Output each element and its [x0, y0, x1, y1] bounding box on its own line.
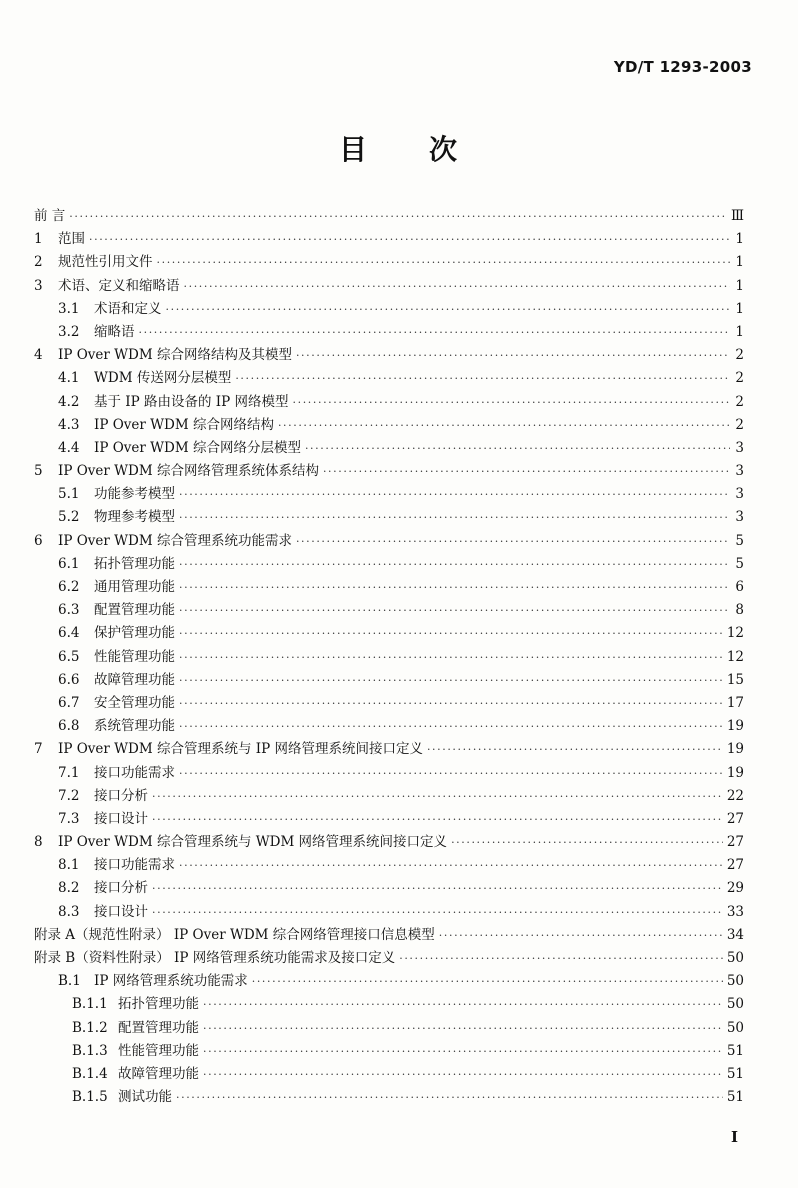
toc-entry-label: WDM 传送网分层模型 — [94, 370, 232, 387]
toc-entry-page: 1 — [735, 254, 744, 271]
toc-entry[interactable] — [34, 622, 744, 645]
toc-entry-number: 6.4 — [58, 625, 80, 642]
toc-leader-dots — [176, 1086, 723, 1109]
toc-entry-page: 33 — [726, 903, 744, 920]
toc-entry-label: IP Over WDM 综合管理系统与 IP 网络管理系统间接口定义 — [58, 741, 423, 758]
toc-entry-number: 4.2 — [58, 393, 80, 410]
toc-entry-number: 5.2 — [58, 509, 80, 526]
toc-entry-number: B.1 — [58, 973, 81, 990]
toc-entry-page: 27 — [726, 810, 744, 827]
toc-entry-label: 拓扑管理功能 — [94, 555, 175, 572]
toc-entry-page: 51 — [726, 1065, 744, 1082]
toc-leader-dots — [203, 993, 723, 1016]
toc-entry-label: 通用管理功能 — [94, 579, 175, 595]
toc-entry-label: 性能管理功能 — [94, 648, 175, 665]
toc-entry-label: 物理参考模型 — [94, 509, 175, 526]
toc-entry-number: 2 — [34, 254, 43, 271]
toc-entry-label: 接口分析 — [94, 787, 148, 804]
toc-leader-dots — [203, 1017, 723, 1040]
toc-leader-dots — [439, 924, 723, 947]
toc-entry[interactable] — [34, 437, 744, 460]
title-char-2: 次 — [429, 133, 460, 166]
toc-entry-number: 6.1 — [58, 555, 80, 572]
toc-entry[interactable] — [34, 785, 744, 808]
toc-entry[interactable] — [34, 506, 744, 529]
toc-entry-page: 5 — [735, 532, 744, 549]
toc-entry-page: 19 — [726, 741, 744, 758]
toc-entry-page: 6 — [735, 579, 744, 595]
toc-leader-dots — [69, 205, 727, 228]
toc-entry-number: 4.4 — [58, 439, 80, 456]
toc-entry-label: 故障管理功能 — [94, 671, 175, 688]
toc-entry-number: B.1.2 — [72, 1019, 108, 1036]
toc-leader-dots — [179, 646, 723, 669]
toc-entry-page: 27 — [726, 834, 744, 851]
toc-leader-dots — [179, 506, 730, 529]
toc-entry[interactable] — [34, 762, 744, 785]
toc-entry-page: 3 — [735, 486, 744, 503]
toc-leader-dots — [427, 738, 723, 761]
toc-leader-dots — [179, 715, 723, 738]
toc-entry-label: IP Over WDM 综合网络结构及其模型 — [58, 347, 292, 364]
toc-entry-number: 8.3 — [58, 903, 80, 920]
toc-leader-dots — [152, 877, 723, 900]
toc-entry[interactable] — [34, 228, 744, 251]
toc-entry-label: 前 言 — [34, 208, 66, 224]
toc-leader-dots — [293, 391, 731, 414]
toc-entry[interactable] — [34, 321, 744, 344]
toc-entry-page: 3 — [735, 509, 744, 526]
toc-entry-label: 术语和定义 — [94, 300, 162, 317]
toc-entry-number: 1 — [34, 231, 43, 248]
toc-entry-label: 缩略语 — [94, 323, 135, 340]
toc-leader-dots — [296, 530, 730, 553]
toc-entry-page: 22 — [726, 787, 744, 804]
toc-leader-dots — [179, 599, 730, 622]
toc-entry-label: 范围 — [58, 231, 85, 248]
toc-entry-label: 性能管理功能 — [118, 1042, 199, 1059]
toc-entry[interactable] — [34, 1040, 744, 1063]
toc-entry-page: 12 — [726, 625, 744, 642]
toc-leader-dots — [179, 483, 730, 506]
toc-entry-page: 2 — [735, 347, 744, 364]
toc-entry-number: 8.2 — [58, 880, 80, 897]
toc-entry-label: 安全管理功能 — [94, 694, 175, 711]
toc-entry[interactable] — [34, 877, 744, 900]
toc-entry[interactable] — [34, 808, 744, 831]
toc-leader-dots — [203, 1063, 723, 1086]
toc-entry-label: 接口设计 — [94, 903, 148, 920]
toc-entry-page: 19 — [726, 718, 744, 735]
toc-entry-number: 6.6 — [58, 671, 80, 688]
toc-entry-page: 50 — [726, 973, 744, 990]
toc-entry[interactable] — [34, 669, 744, 692]
toc-entry-label: IP Over WDM 综合网络结构 — [94, 416, 274, 433]
toc-entry[interactable] — [34, 715, 744, 738]
toc-leader-dots — [179, 622, 723, 645]
toc-entry-number: 3.2 — [58, 323, 80, 340]
toc-entry[interactable] — [34, 947, 744, 970]
toc-entry-number: 7.3 — [58, 810, 80, 827]
toc-leader-dots — [184, 275, 731, 298]
toc-entry-page: 50 — [726, 996, 744, 1013]
toc-leader-dots — [252, 970, 723, 993]
toc-entry-label: 接口功能需求 — [94, 857, 175, 874]
page-number: I — [730, 1128, 738, 1146]
toc-entry[interactable] — [34, 367, 744, 390]
toc-entry-page: 29 — [726, 880, 744, 897]
toc-entry-label: 接口功能需求 — [94, 764, 175, 781]
toc-entry-page: 2 — [735, 370, 744, 387]
toc-entry-label: IP Over WDM 综合管理系统与 WDM 网络管理系统间接口定义 — [58, 834, 448, 851]
toc-leader-dots — [203, 1040, 723, 1063]
toc-entry[interactable] — [34, 599, 744, 622]
toc-entry[interactable] — [34, 298, 744, 321]
toc-entry[interactable] — [34, 251, 744, 274]
toc-entry[interactable] — [34, 831, 744, 854]
toc-leader-dots — [179, 669, 723, 692]
toc-leader-dots — [179, 576, 730, 599]
toc-entry-number: 8 — [34, 834, 43, 851]
toc-leader-dots — [152, 785, 723, 808]
toc-entry-label: 术语、定义和缩略语 — [58, 277, 180, 294]
toc-entry-label: 规范性引用文件 — [58, 254, 153, 271]
toc-entry-number: 3.1 — [58, 300, 80, 317]
toc-entry[interactable] — [34, 1086, 744, 1109]
toc-entry-label: 配置管理功能 — [118, 1019, 199, 1036]
toc-entry[interactable] — [34, 692, 744, 715]
toc-entry-number: 4 — [34, 347, 43, 364]
toc-leader-dots — [152, 808, 723, 831]
toc-entry-number: 7 — [34, 741, 43, 758]
toc-leader-dots — [399, 947, 723, 970]
toc-entry-label: 附录 B（资料性附录） IP 网络管理系统功能需求及接口定义 — [34, 950, 396, 966]
toc-entry-number: 6.5 — [58, 648, 80, 665]
toc-entry-number: 6.3 — [58, 602, 80, 619]
toc-entry-label: 系统管理功能 — [94, 718, 175, 735]
toc-entry-number: 4.1 — [58, 370, 80, 387]
toc-entry-label: 拓扑管理功能 — [118, 996, 199, 1013]
toc-entry[interactable] — [34, 1063, 744, 1086]
toc-entry-page: Ⅲ — [730, 208, 744, 224]
toc-entry-label: 配置管理功能 — [94, 602, 175, 619]
toc-leader-dots — [305, 437, 730, 460]
toc-leader-dots — [139, 321, 731, 344]
toc-entry-page: 19 — [726, 764, 744, 781]
toc-entry[interactable] — [34, 738, 744, 761]
toc-entry-label: 保护管理功能 — [94, 625, 175, 642]
toc-entry[interactable] — [34, 1017, 744, 1040]
toc-entry-label: 故障管理功能 — [118, 1065, 199, 1082]
toc-entry-number: B.1.1 — [72, 996, 108, 1013]
toc-entry-label: 功能参考模型 — [94, 486, 175, 503]
toc-entry-label: 附录 A（规范性附录） IP Over WDM 综合网络管理接口信息模型 — [34, 926, 435, 943]
toc-entry[interactable] — [34, 460, 744, 483]
toc-entry[interactable] — [34, 646, 744, 669]
toc-entry[interactable] — [34, 530, 744, 553]
toc-entry[interactable] — [34, 553, 744, 576]
toc-leader-dots — [157, 251, 731, 274]
toc-entry[interactable] — [34, 993, 744, 1016]
toc-entry-page: 1 — [735, 277, 744, 294]
toc-entry-number: 7.2 — [58, 787, 80, 804]
toc-leader-dots — [296, 344, 730, 367]
toc-entry-number: 8.1 — [58, 857, 80, 874]
title-char-1: 目 — [338, 133, 369, 166]
toc-entry-page: 2 — [735, 393, 744, 410]
toc-entry-number: 6 — [34, 532, 43, 549]
toc-entry-page: 27 — [726, 857, 744, 874]
page-title — [0, 128, 798, 168]
toc-entry-number: B.1.4 — [72, 1065, 108, 1082]
toc-leader-dots — [278, 414, 730, 437]
toc-entry[interactable] — [34, 344, 744, 367]
toc-entry[interactable] — [34, 205, 744, 228]
document-code: YD/T 1293-2003 — [613, 58, 752, 76]
toc-leader-dots — [179, 854, 723, 877]
toc-entry-page: 17 — [726, 694, 744, 711]
toc-entry-page: 15 — [726, 671, 744, 688]
toc-entry-page: 50 — [726, 950, 744, 966]
toc-leader-dots — [179, 553, 730, 576]
toc-entry-number: B.1.5 — [72, 1089, 108, 1106]
toc-entry-number: 5.1 — [58, 486, 80, 503]
toc-entry-label: IP Over WDM 综合网络分层模型 — [94, 439, 301, 456]
toc-entry-label: IP Over WDM 综合管理系统功能需求 — [58, 532, 292, 549]
toc-leader-dots — [179, 692, 723, 715]
toc-entry-number: B.1.3 — [72, 1042, 108, 1059]
toc-entry-page: 3 — [735, 439, 744, 456]
toc-entry[interactable] — [34, 854, 744, 877]
toc-entry-page: 1 — [735, 323, 744, 340]
toc-entry-page: 3 — [735, 463, 744, 480]
toc-entry[interactable] — [34, 414, 744, 437]
toc-entry-label: IP Over WDM 综合网络管理系统体系结构 — [58, 463, 319, 480]
toc-entry-label: 测试功能 — [118, 1089, 172, 1106]
toc-entry-number: 7.1 — [58, 764, 80, 781]
toc-entry-number: 4.3 — [58, 416, 80, 433]
toc-entry-number: 5 — [34, 463, 43, 480]
toc-leader-dots — [451, 831, 723, 854]
toc-entry[interactable] — [34, 924, 744, 947]
toc-leader-dots — [235, 367, 730, 390]
toc-entry-page: 1 — [735, 231, 744, 248]
toc-leader-dots — [152, 901, 723, 924]
toc-leader-dots — [179, 762, 723, 785]
toc-entry-page: 34 — [726, 926, 744, 943]
toc-entry-number: 6.8 — [58, 718, 80, 735]
toc-entry-label: IP 网络管理系统功能需求 — [94, 973, 248, 990]
toc-entry-number: 6.7 — [58, 694, 80, 711]
toc-entry-number: 6.2 — [58, 579, 80, 595]
toc-entry-label: 接口设计 — [94, 810, 148, 827]
toc-leader-dots — [323, 460, 730, 483]
toc-entry[interactable] — [34, 275, 744, 298]
toc-entry[interactable] — [34, 576, 744, 599]
toc-entry-label: 基于 IP 路由设备的 IP 网络模型 — [94, 393, 289, 410]
toc-entry[interactable] — [34, 391, 744, 414]
toc-entry-page: 5 — [735, 555, 744, 572]
toc-entry-label: 接口分析 — [94, 880, 148, 897]
toc-entry-page: 51 — [726, 1042, 744, 1059]
toc-entry[interactable] — [34, 901, 744, 924]
toc-leader-dots — [89, 228, 730, 251]
toc-entry-page: 51 — [726, 1089, 744, 1106]
table-of-contents — [34, 205, 744, 1109]
toc-entry[interactable] — [34, 970, 744, 993]
toc-entry-number: 3 — [34, 277, 43, 294]
toc-leader-dots — [166, 298, 731, 321]
toc-entry-page: 50 — [726, 1019, 744, 1036]
toc-entry-page: 1 — [735, 300, 744, 317]
toc-entry-page: 12 — [726, 648, 744, 665]
toc-entry[interactable] — [34, 483, 744, 506]
toc-entry-page: 8 — [735, 602, 744, 619]
toc-entry-page: 2 — [735, 416, 744, 433]
